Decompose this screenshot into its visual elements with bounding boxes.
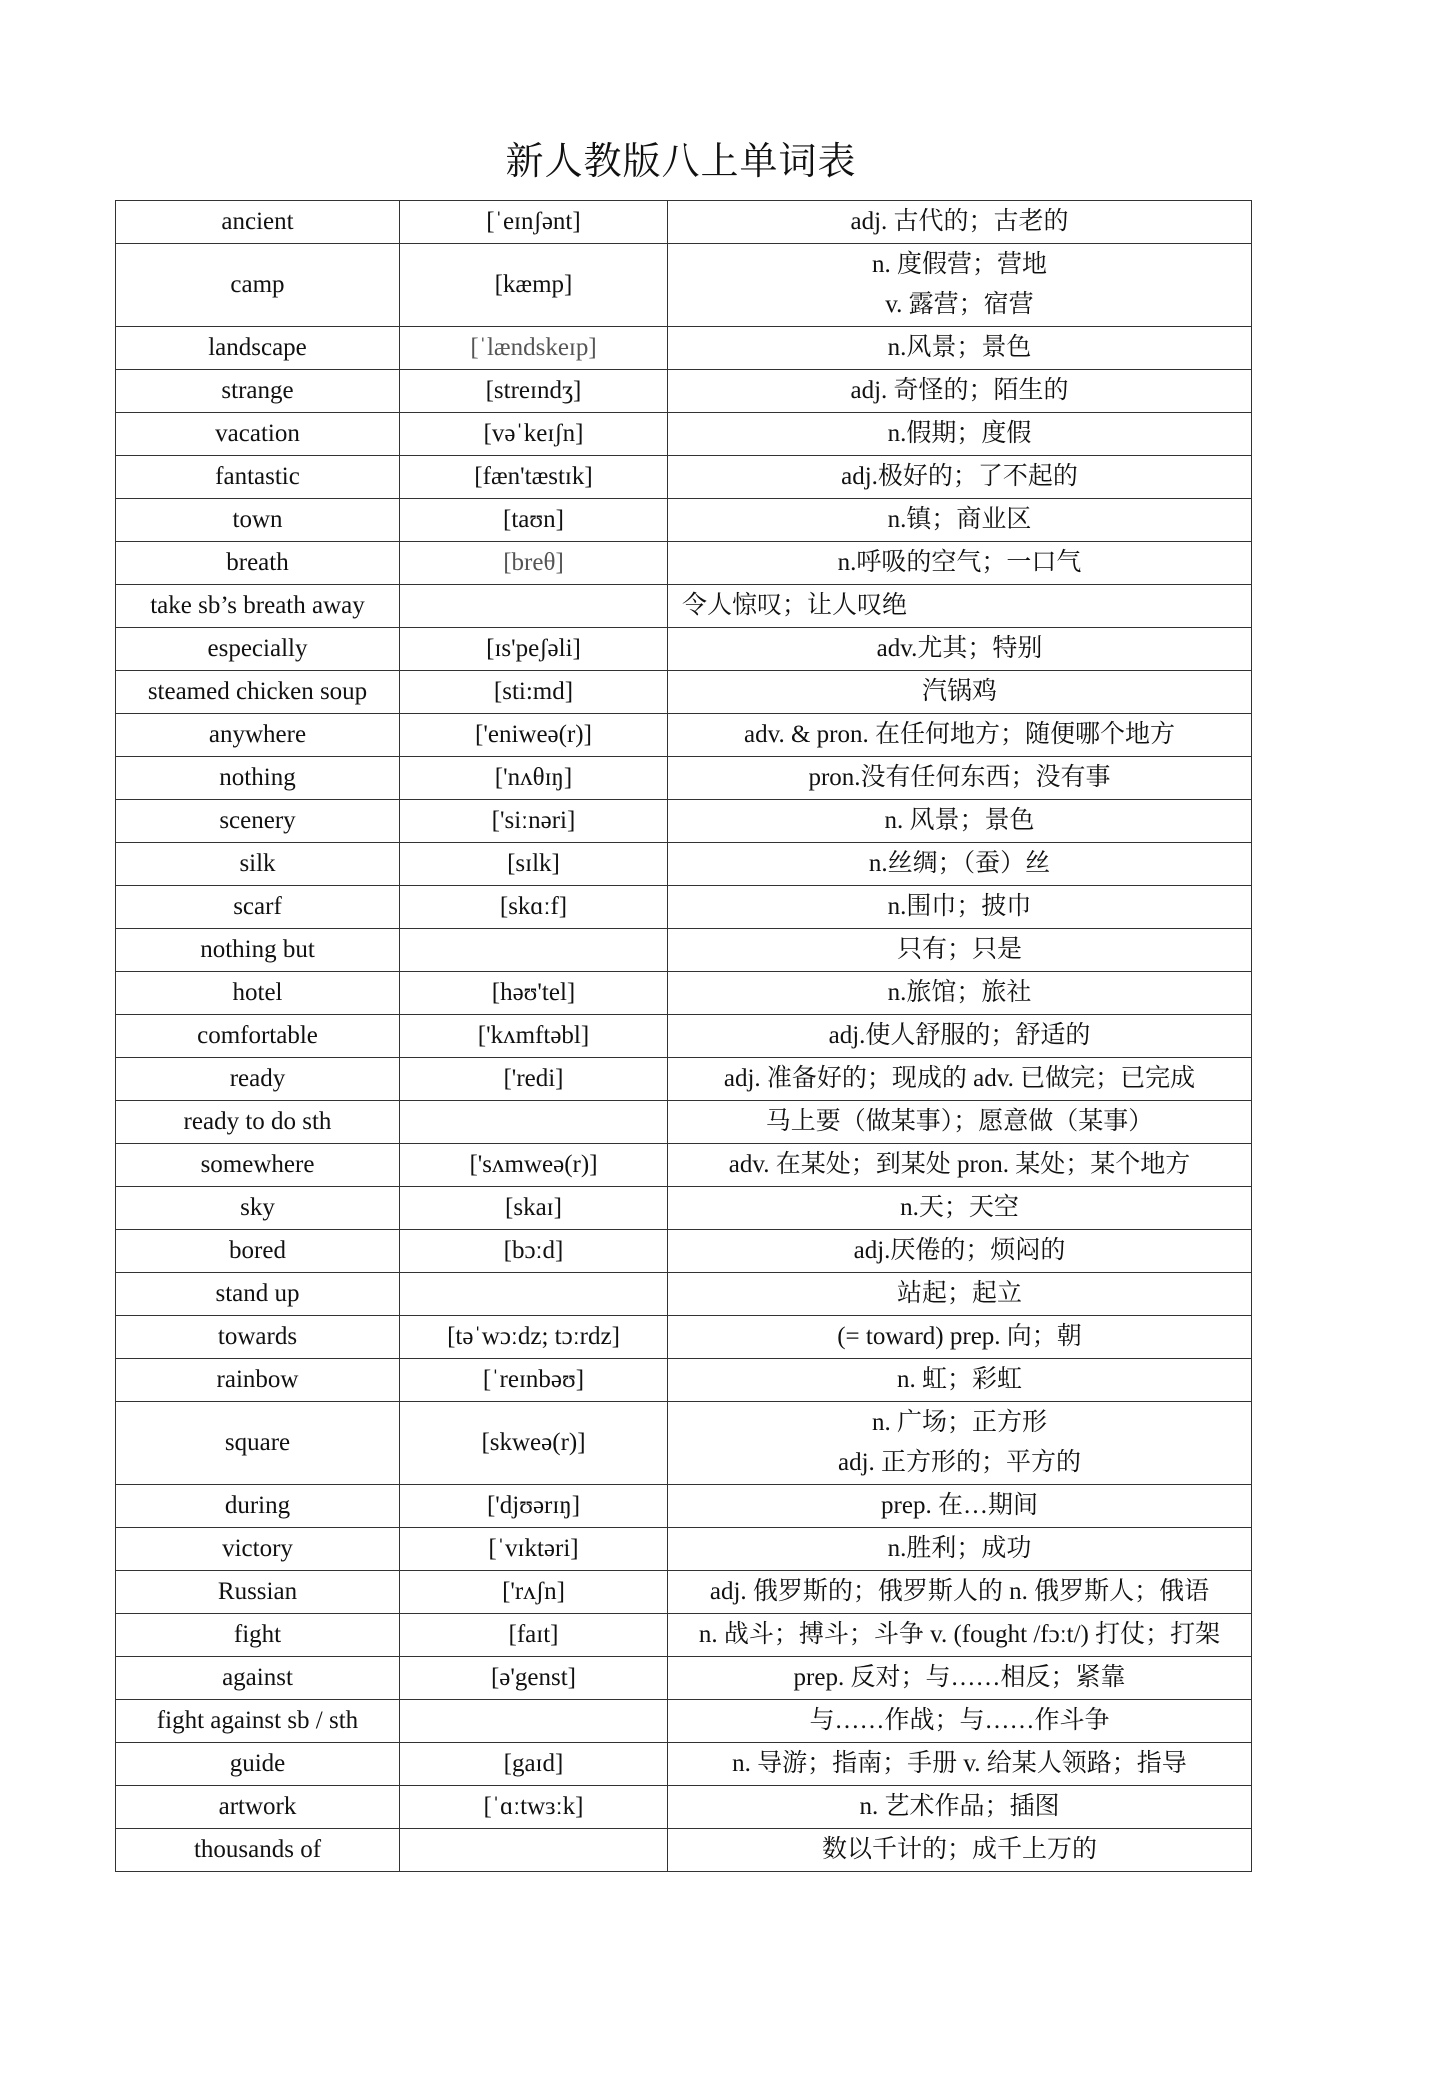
pronunciation-cell: [sti:md]: [400, 671, 668, 714]
meaning-line: n. 广场；正方形: [871, 1409, 1047, 1436]
table-row: [116, 499, 1252, 542]
word-cell: strange: [116, 370, 400, 413]
pronunciation-cell: [həʊ'tel]: [400, 972, 668, 1015]
word-cell: guide: [116, 1743, 400, 1786]
word-cell: vacation: [116, 413, 400, 456]
pronunciation-cell: [kæmp]: [400, 244, 668, 327]
table-row: [116, 1144, 1252, 1187]
word-cell: bored: [116, 1230, 400, 1273]
word-cell: camp: [116, 244, 400, 327]
pronunciation-cell: ['sʌmweə(r)]: [400, 1144, 668, 1187]
table-row: [116, 201, 1252, 244]
meaning-line: n.镇；商业区: [887, 506, 1032, 533]
word-cell: fantastic: [116, 456, 400, 499]
meaning-line: adv. 在某处；到某处 pron. 某处；某个地方: [728, 1151, 1191, 1178]
word-cell: Russian: [116, 1571, 400, 1614]
table-row: [116, 1101, 1252, 1144]
pronunciation-cell: [skɑːf]: [400, 886, 668, 929]
meaning-cell: [668, 370, 1252, 413]
meaning-line: n. 艺术作品；插图: [859, 1793, 1060, 1820]
meaning-line: n.丝绸；（蚕）丝: [868, 850, 1051, 877]
table-row: [116, 757, 1252, 800]
pronunciation-cell: [ɪs'peʃəli]: [400, 628, 668, 671]
meaning-line: n.风景；景色: [887, 334, 1032, 361]
meaning-cell: [668, 972, 1252, 1015]
pronunciation-cell: [400, 929, 668, 972]
table-row: [116, 843, 1252, 886]
meaning-line: n. 战斗；搏斗；斗争 v. (fought /fɔːt/) 打仗；打架: [698, 1621, 1221, 1648]
meaning-cell: [668, 542, 1252, 585]
meaning-line: n.胜利；成功: [887, 1535, 1032, 1562]
word-cell: anywhere: [116, 714, 400, 757]
meaning-line: adj. 古代的；古老的: [850, 208, 1069, 235]
table-row: [116, 1614, 1252, 1657]
table-row: [116, 1402, 1252, 1485]
word-cell: fight: [116, 1614, 400, 1657]
pronunciation-cell: [sɪlk]: [400, 843, 668, 886]
word-cell: take sb’s breath away: [116, 585, 400, 628]
meaning-line: n.天；天空: [900, 1194, 1019, 1221]
table-row: [116, 1316, 1252, 1359]
meaning-cell: [668, 413, 1252, 456]
meaning-line: 汽锅鸡: [921, 678, 997, 705]
meaning-cell: [668, 1700, 1252, 1743]
word-cell: during: [116, 1485, 400, 1528]
word-cell: towards: [116, 1316, 400, 1359]
table-row: [116, 714, 1252, 757]
meaning-cell: [668, 886, 1252, 929]
meaning-cell: [668, 1402, 1252, 1485]
meaning-cell: [668, 1786, 1252, 1829]
table-row: [116, 972, 1252, 1015]
table-row: [116, 244, 1252, 327]
word-cell: rainbow: [116, 1359, 400, 1402]
meaning-cell: [668, 1614, 1252, 1657]
meaning-line: n. 风景；景色: [884, 807, 1035, 834]
table-row: [116, 1700, 1252, 1743]
pronunciation-cell: [bɔːd]: [400, 1230, 668, 1273]
pronunciation-cell: [ˈreɪnbəʊ]: [400, 1359, 668, 1402]
pronunciation-cell: [taʊn]: [400, 499, 668, 542]
meaning-cell: [668, 1058, 1252, 1101]
word-cell: nothing: [116, 757, 400, 800]
meaning-line: adj.厌倦的；烦闷的: [853, 1237, 1066, 1264]
table-row: [116, 1829, 1252, 1872]
word-cell: ready: [116, 1058, 400, 1101]
word-cell: artwork: [116, 1786, 400, 1829]
table-row: [116, 370, 1252, 413]
table-row: [116, 929, 1252, 972]
meaning-line: 数以千计的；成千上万的: [821, 1836, 1097, 1863]
pronunciation-cell: ['eniweə(r)]: [400, 714, 668, 757]
table-row: [116, 413, 1252, 456]
meaning-line: n.假期；度假: [887, 420, 1032, 447]
word-cell: stand up: [116, 1273, 400, 1316]
word-cell: landscape: [116, 327, 400, 370]
table-row: [116, 1571, 1252, 1614]
word-cell: town: [116, 499, 400, 542]
meaning-line: n. 虹；彩虹: [896, 1366, 1022, 1393]
meaning-cell: [668, 456, 1252, 499]
meaning-cell: [668, 499, 1252, 542]
word-cell: ancient: [116, 201, 400, 244]
pronunciation-cell: [vəˈkeɪʃn]: [400, 413, 668, 456]
meaning-line: prep. 在…期间: [881, 1492, 1038, 1519]
pronunciation-cell: [təˈwɔːdz; tɔːrdz]: [400, 1316, 668, 1359]
meaning-cell: [668, 1359, 1252, 1402]
pronunciation-cell: [400, 1700, 668, 1743]
pronunciation-cell: [faɪt]: [400, 1614, 668, 1657]
pronunciation-cell: [skweə(r)]: [400, 1402, 668, 1485]
pronunciation-cell: [breθ]: [400, 542, 668, 585]
page-title: 新人教版八上单词表: [505, 141, 857, 183]
pronunciation-cell: ['rʌʃn]: [400, 1571, 668, 1614]
table-row: [116, 1657, 1252, 1700]
word-cell: against: [116, 1657, 400, 1700]
table-row: [116, 628, 1252, 671]
meaning-line: adj. 奇怪的；陌生的: [850, 377, 1069, 404]
table-row: [116, 1230, 1252, 1273]
meaning-cell: [668, 800, 1252, 843]
meaning-line: n.旅馆；旅社: [887, 979, 1032, 1006]
meaning-line: adj.使人舒服的；舒适的: [828, 1022, 1091, 1049]
table-row: [116, 1359, 1252, 1402]
meaning-line: n.围巾；披巾: [887, 893, 1032, 920]
meaning-cell: [668, 1657, 1252, 1700]
meaning-cell: [668, 1829, 1252, 1872]
meaning-line: 令人惊叹；让人叹绝: [682, 592, 908, 619]
meaning-cell: [668, 585, 1252, 628]
meaning-line: adv.尤其；特别: [876, 635, 1043, 662]
meaning-cell: [668, 1144, 1252, 1187]
word-cell: somewhere: [116, 1144, 400, 1187]
pronunciation-cell: ['djʊərɪŋ]: [400, 1485, 668, 1528]
meaning-cell: [668, 327, 1252, 370]
pronunciation-cell: [gaɪd]: [400, 1743, 668, 1786]
pronunciation-cell: [400, 1101, 668, 1144]
meaning-line: prep. 反对；与……相反；紧靠: [793, 1664, 1126, 1691]
meaning-cell: [668, 1485, 1252, 1528]
word-cell: scarf: [116, 886, 400, 929]
meaning-cell: [668, 628, 1252, 671]
pronunciation-cell: ['kʌmftəbl]: [400, 1015, 668, 1058]
meaning-cell: [668, 1316, 1252, 1359]
meaning-cell: [668, 201, 1252, 244]
meaning-line: 与……作战；与……作斗争: [809, 1707, 1110, 1734]
meaning-line: 只有；只是: [896, 936, 1022, 963]
word-cell: ready to do sth: [116, 1101, 400, 1144]
table-row: [116, 671, 1252, 714]
word-cell: sky: [116, 1187, 400, 1230]
word-cell: comfortable: [116, 1015, 400, 1058]
table-row: [116, 1743, 1252, 1786]
pronunciation-cell: [ˈlændskeɪp]: [400, 327, 668, 370]
pronunciation-cell: [ˈeɪnʃənt]: [400, 201, 668, 244]
meaning-line: n.呼吸的空气；一口气: [837, 549, 1082, 576]
pronunciation-cell: ['nʌθɪŋ]: [400, 757, 668, 800]
pronunciation-cell: [fæn'tæstɪk]: [400, 456, 668, 499]
meaning-line: 站起；起立: [896, 1280, 1022, 1307]
meaning-line: adj.极好的；了不起的: [841, 463, 1078, 490]
word-cell: nothing but: [116, 929, 400, 972]
meaning-cell: [668, 1273, 1252, 1316]
pronunciation-cell: [ˈvɪktəri]: [400, 1528, 668, 1571]
meaning-line: adv. & pron. 在任何地方；随便哪个地方: [744, 721, 1175, 748]
meaning-cell: [668, 1101, 1252, 1144]
pronunciation-cell: ['siːnəri]: [400, 800, 668, 843]
meaning-cell: [668, 757, 1252, 800]
meaning-cell: [668, 1015, 1252, 1058]
table-row: [116, 327, 1252, 370]
table-row: [116, 1528, 1252, 1571]
pronunciation-cell: [skaɪ]: [400, 1187, 668, 1230]
meaning-cell: [668, 1571, 1252, 1614]
meaning-line: n. 导游；指南；手册 v. 给某人领路；指导: [732, 1750, 1187, 1777]
meaning-line: adj. 准备好的；现成的 adv. 已做完；已完成: [723, 1065, 1196, 1092]
word-cell: silk: [116, 843, 400, 886]
meaning-cell: [668, 714, 1252, 757]
meaning-cell: [668, 1187, 1252, 1230]
pronunciation-cell: [400, 1829, 668, 1872]
table-row: [116, 1273, 1252, 1316]
meaning-cell: [668, 1743, 1252, 1786]
word-cell: victory: [116, 1528, 400, 1571]
meaning-cell: [668, 671, 1252, 714]
meaning-cell: [668, 843, 1252, 886]
meaning-line: adj. 俄罗斯的；俄罗斯人的 n. 俄罗斯人；俄语: [709, 1578, 1210, 1605]
meaning-line: adj. 正方形的；平方的: [837, 1449, 1082, 1476]
pronunciation-cell: ['redi]: [400, 1058, 668, 1101]
table-row: [116, 542, 1252, 585]
table-row: [116, 456, 1252, 499]
meaning-line: pron.没有任何东西；没有事: [808, 764, 1111, 791]
table-row: [116, 1485, 1252, 1528]
pronunciation-cell: [400, 585, 668, 628]
meaning-line: v. 露营；宿营: [885, 291, 1034, 318]
meaning-cell: [668, 929, 1252, 972]
meaning-cell: [668, 244, 1252, 327]
vocabulary-table: [115, 200, 1252, 1872]
table-row: [116, 1187, 1252, 1230]
table-row: [116, 1786, 1252, 1829]
table-row: [116, 1015, 1252, 1058]
meaning-line: 马上要（做某事）；愿意做（某事）: [765, 1108, 1154, 1135]
pronunciation-cell: [ˈɑːtwɜːk]: [400, 1786, 668, 1829]
table-row: [116, 1058, 1252, 1101]
pronunciation-cell: [400, 1273, 668, 1316]
vocabulary-table-body: [116, 201, 1252, 1872]
word-cell: square: [116, 1402, 400, 1485]
meaning-cell: [668, 1528, 1252, 1571]
table-row: [116, 800, 1252, 843]
word-cell: especially: [116, 628, 400, 671]
table-row: [116, 886, 1252, 929]
word-cell: scenery: [116, 800, 400, 843]
word-cell: steamed chicken soup: [116, 671, 400, 714]
table-row: [116, 585, 1252, 628]
meaning-cell: [668, 1230, 1252, 1273]
word-cell: hotel: [116, 972, 400, 1015]
word-cell: thousands of: [116, 1829, 400, 1872]
word-cell: fight against sb / sth: [116, 1700, 400, 1743]
pronunciation-cell: [ə'genst]: [400, 1657, 668, 1700]
pronunciation-cell: [streɪndʒ]: [400, 370, 668, 413]
meaning-line: (= toward) prep. 向；朝: [837, 1323, 1082, 1350]
word-cell: breath: [116, 542, 400, 585]
meaning-line: n. 度假营；营地: [871, 251, 1047, 278]
